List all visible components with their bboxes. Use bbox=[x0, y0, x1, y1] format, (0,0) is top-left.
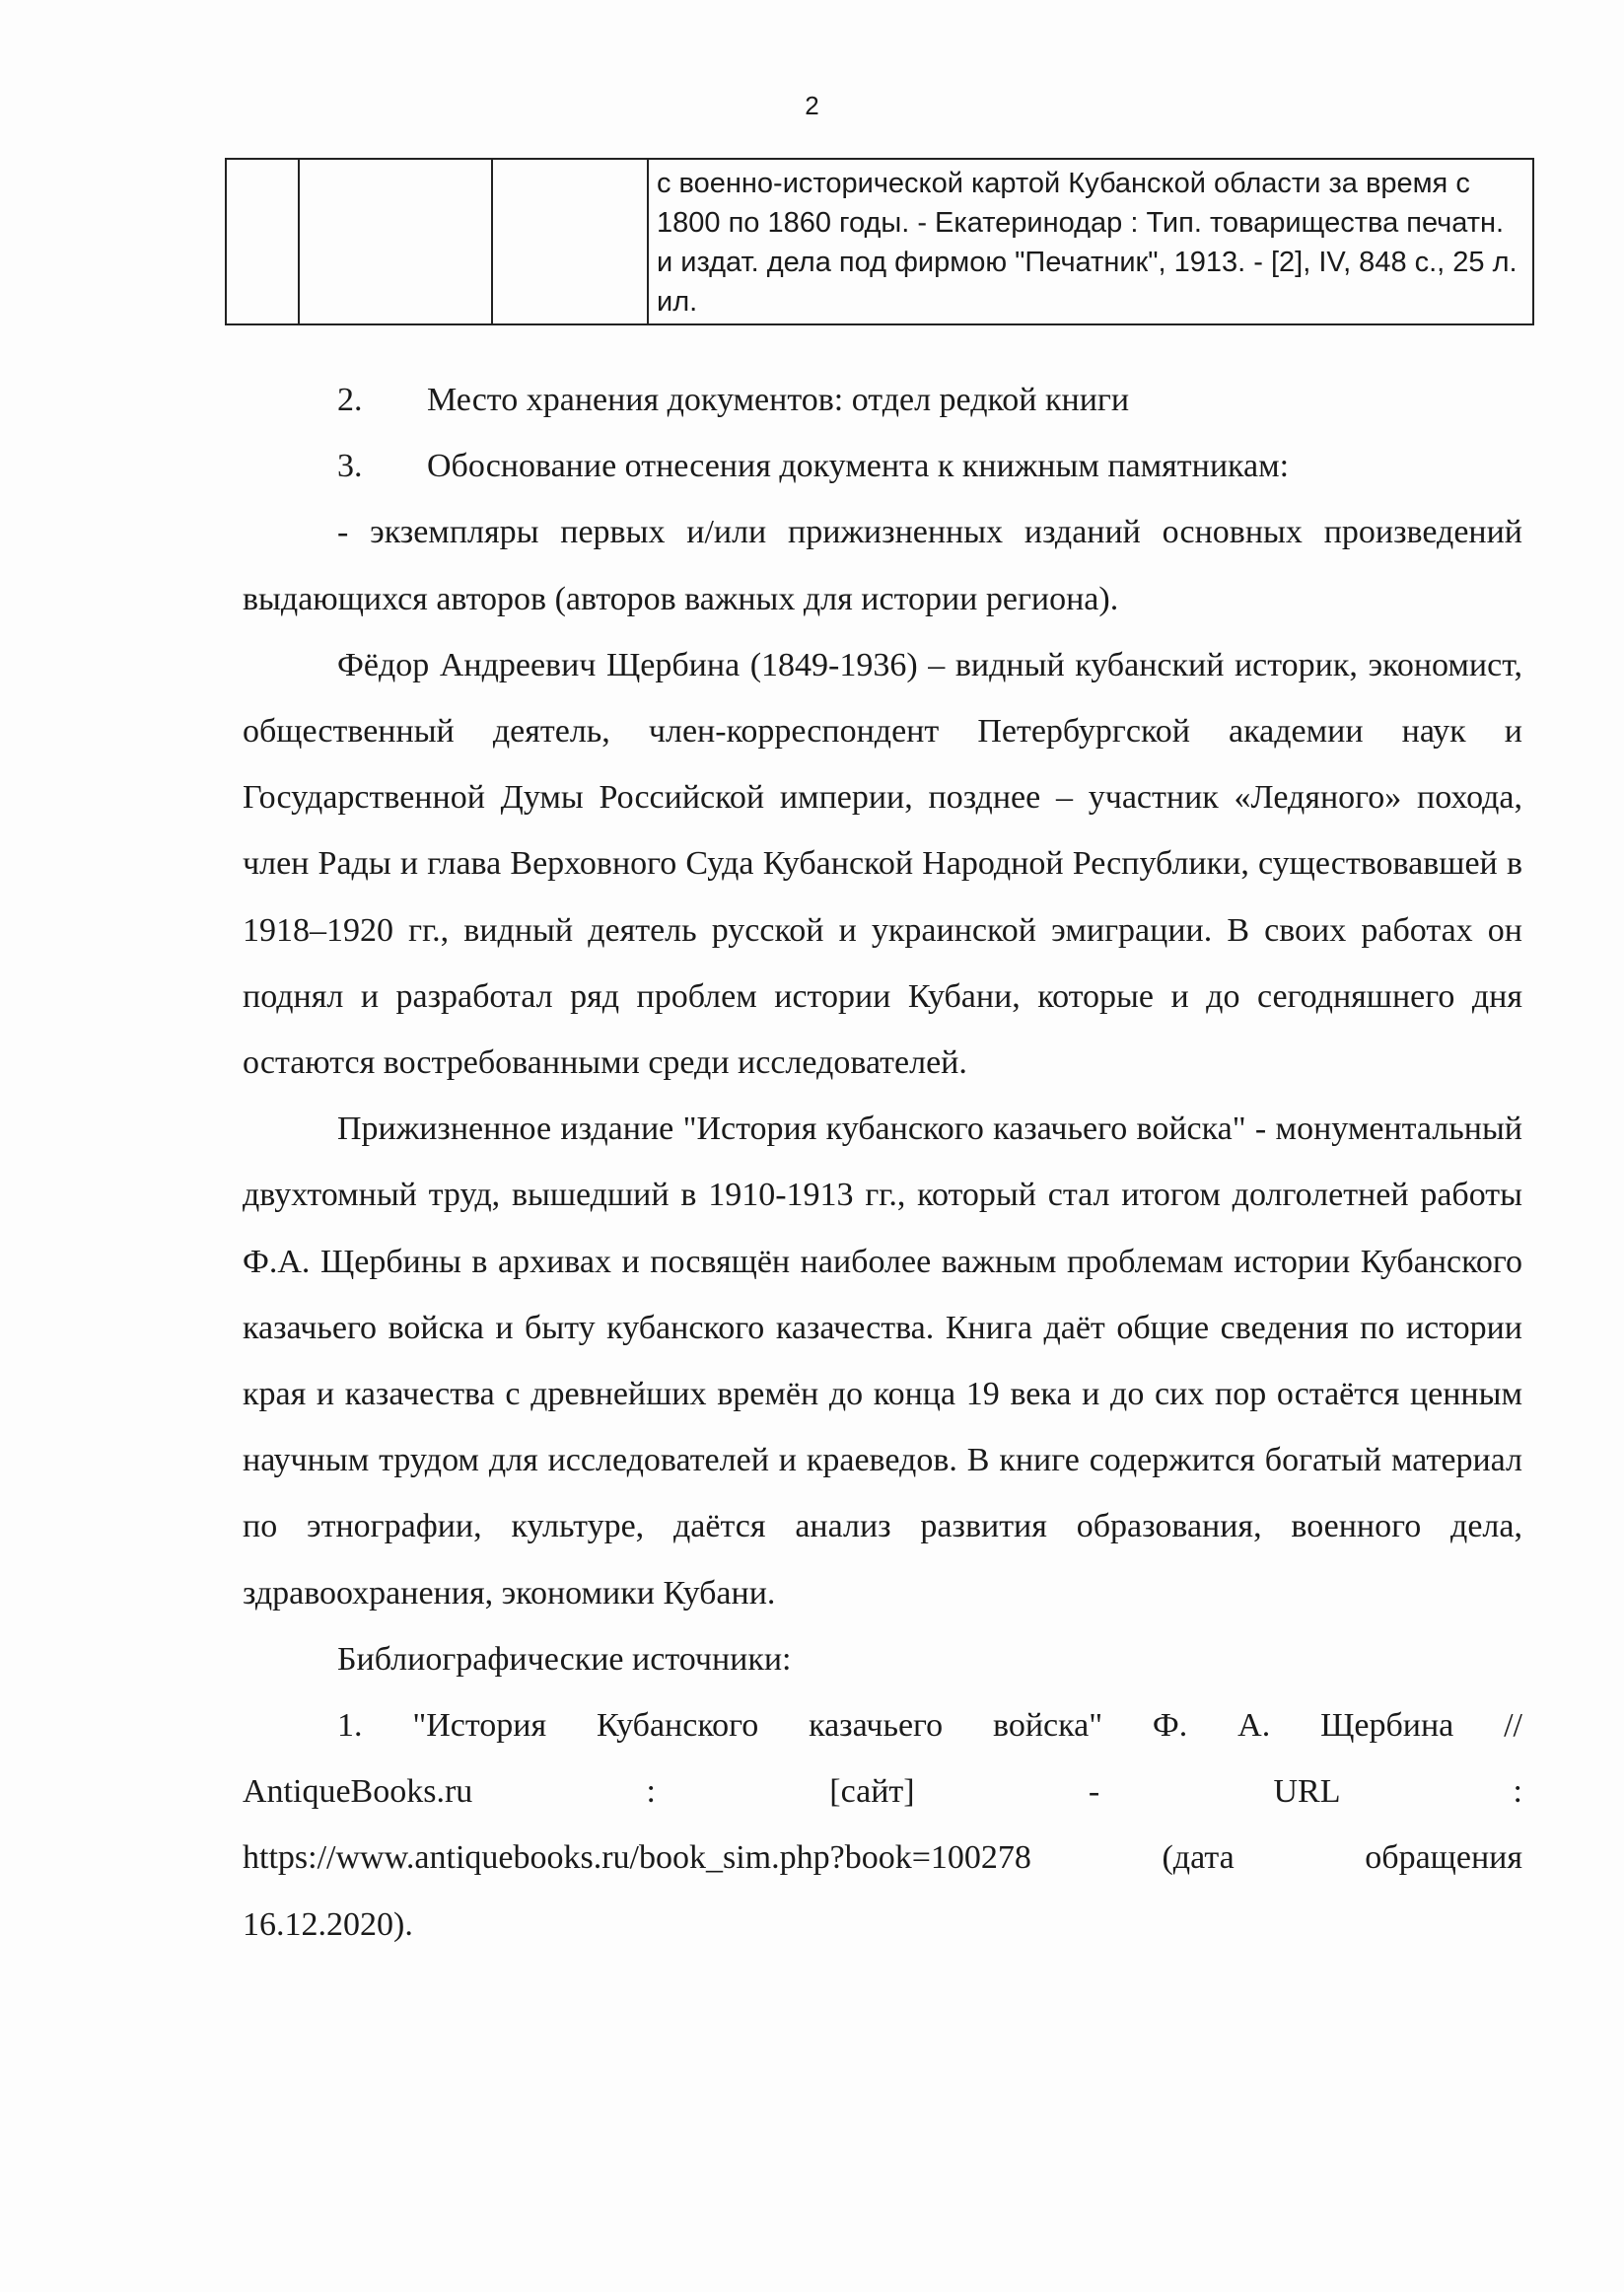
list-item-number: 3. bbox=[337, 448, 363, 485]
edition-paragraph: Прижизненное издание "История кубанского казачьего войска" - монументальный двухтомный труд, вышедший в 1910-1913 гг., который стал итогом долголетней работы Ф.А. Щербины в архивах и посвящён наиболее важным проблемам истории Кубанского казачьего войска и быту кубанского казачества. Книга даёт общие сведения по истории края и казачества с древнейших времён до конца 19 века и до сих пор остаётся ценным научным трудом для исследователей и краеведов. В книге содержится богатый материал по этнографии, культуре, даётся анализ развития образования, военного дела, здравоохранения, экономики Кубани. bbox=[243, 1110, 1522, 1612]
list-item-text: Место хранения документов: отдел редкой книги bbox=[427, 382, 1130, 418]
biography-paragraph: Фёдор Андреевич Щербина (1849-1936) – видный кубанский историк, экономист, общественный деятель, член-корреспондент Петербургской академии наук и Государственной Думы Российской империи, позднее – участник «Ледяного» похода, член Рады и глава Верховного Суда Кубанской Народной Республики, существовавшей в 1918–1920 гг., видный деятель русской и украинской эмиграции. В своих работах он поднял и разработал ряд проблем истории Кубани, которые и до сегодняшнего дня остаются востребованными среди исследователей. bbox=[243, 646, 1522, 1082]
table-cell-empty bbox=[299, 159, 492, 324]
list-item-text: Обоснование отнесения документа к книжным памятникам: bbox=[427, 448, 1290, 485]
list-item-number: 2. bbox=[337, 382, 363, 418]
criterion-paragraph: - экземпляры первых и/или прижизненных изданий основных произведений выдающихся авторов (авторов важных для истории региона). bbox=[243, 514, 1522, 617]
source-entry-line: 1. "История Кубанского казачьего войска" Ф. А. Щербина // bbox=[337, 1707, 1522, 1745]
list-item bbox=[243, 367, 1522, 433]
source-entry-line: AntiqueBooks.ru : [сайт] - URL : bbox=[243, 1773, 1522, 1811]
sources-heading: Библиографические источники: bbox=[337, 1640, 792, 1678]
table-cell-description bbox=[648, 159, 1533, 324]
table-row bbox=[226, 159, 1533, 324]
source-entry-date: 16.12.2020). bbox=[243, 1905, 413, 1943]
continuation-table bbox=[225, 158, 1534, 325]
source-entry-url: https://www.antiquebooks.ru/book_sim.php?book=100278 (дата обращения bbox=[243, 1839, 1522, 1877]
table-cell-number bbox=[226, 159, 299, 324]
page-number: 2 bbox=[805, 91, 819, 120]
document-body bbox=[243, 367, 1522, 1958]
table-cell-text: с военно-исторической картой Кубанской области за время с 1800 по 1860 годы. - Екатеринодар : Тип. товарищества печатн. и издат. дела под фирмою "Печатник", 1913. - [2], IV, 848 с., 25 л. ил. bbox=[657, 168, 1518, 318]
table-cell-empty bbox=[492, 159, 648, 324]
list-item bbox=[243, 433, 1522, 499]
